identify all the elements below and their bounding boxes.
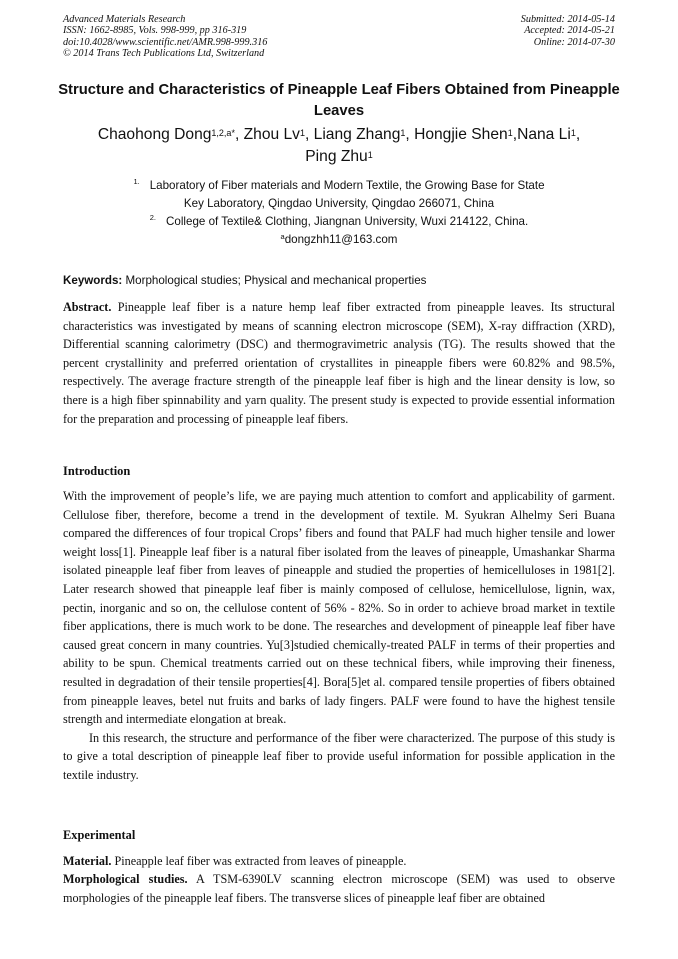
abstract-label: Abstract. — [63, 300, 112, 314]
intro-paragraph-2: In this research, the structure and performance of the fiber were characterized. The purpose of this study is to give a total description of pineapple leaf fiber to provide useful information for possible application in the textile industry. — [63, 730, 615, 782]
issn-line: ISSN: 1662-8985, Vols. 998-999, pp 316-319 — [63, 25, 247, 37]
introduction-heading: Introduction — [63, 464, 131, 478]
author-list — [40, 124, 638, 168]
author: Liang Zhang$^1$, — [313, 126, 415, 143]
author-email: $^a$dongzhh11@163.com — [280, 232, 398, 246]
accepted-date: Accepted: 2014-05-21 — [524, 25, 615, 37]
affiliation-1-line1: $^{1.}$ Laboratory of Fiber materials and Modern Textile, the Growing Base for State — [133, 177, 545, 192]
material-paragraph — [63, 852, 615, 871]
author: Zhou Lv$^1$, — [243, 126, 314, 143]
submitted-date: Submitted: 2014-05-14 — [520, 14, 615, 25]
abstract — [63, 298, 615, 428]
paper-title: Structure and Characteristics of Pineapple Leaf Fibers Obtained from Pineapple Leaves — [58, 82, 620, 119]
intro-paragraph-1: With the improvement of people’s life, we are paying much attention to comfort and applicability of garment. Cellulose fiber, therefore, become a trend in the development of textile. M. Syukran Alhelmy Seri Buana compared the differences of four tropical Crops’ fibers and found that PALF had much higher tensile and lower weight loss[1]. Pineapple leaf fiber is a natural fiber isolated from the leaves of pineapple, Umashankar Sharma isolated pineapple leaf fiber from leaves of pineapple and studied the properties of hemicelluloses in 1981[2]. Later research showed that pineapple leaf fiber is mainly composed of cellulose, hemicellulose, lignin, wax, pectin, inorganic and so on, the cellulose content of 56% - 82%. So in order to achieve broad market in textile fiber applications, there is much work to be done. The researches and development of pineapple leaf fiber have caused great concern in many countries. Yu[3]studied chemically-treated PALF in terms of their properties and ability to be spun. Chemical treatments carried out on these technical fibers, while improving their fineness, resulted in degradation of their tensile properties[4]. Bora[5]et al. compared tensile properties of fibers obtained from pineapple leaves, betel nut fruits and barks of lady fingers. PALF were found to have the highest tensile strength and intermediate elongation at break. — [63, 489, 615, 727]
author: Ping Zhu$^1$ — [305, 148, 373, 165]
affiliations — [40, 177, 638, 249]
journal-header-left — [63, 14, 267, 60]
doi-line: doi:10.4028/www.scientific.net/AMR.998-999.316 — [63, 36, 268, 48]
affiliation-2: $^{2.}$ College of Textile& Clothing, Jiangnan University, Wuxi 214122, China. — [149, 213, 529, 228]
online-date: Online: 2014-07-30 — [533, 36, 615, 48]
morphological-paragraph — [63, 870, 615, 907]
journal-name: Advanced Materials Research — [63, 14, 186, 25]
experimental-heading: Experimental — [63, 828, 136, 842]
material-text: Pineapple leaf fiber was extracted from leaves of pineapple. — [111, 854, 407, 868]
author: Nana Li$^1$, — [517, 126, 581, 143]
introduction-body — [63, 487, 615, 785]
morphological-text: A TSM-6390LV scanning electron microscope (SEM) was used to observe morphologies of the pineapple leaf fibers. The transverse slices of pineapple leaf fiber are obtained — [63, 872, 616, 905]
author: Hongjie Shen$^1$, — [414, 126, 518, 143]
copyright-line: © 2014 Trans Tech Publications Ltd, Switzerland — [63, 48, 265, 60]
morphological-label: Morphological studies. — [63, 872, 188, 886]
affiliation-1-line2: Key Laboratory, Qingdao University, Qingdao 266071, China — [183, 197, 495, 210]
journal-header-right — [521, 14, 615, 48]
keywords — [63, 274, 615, 288]
abstract-text: Pineapple leaf fiber is a nature hemp leaf fiber extracted from pineapple leaves. Its structural characteristics was investigated by means of scanning electron microscope (SEM), X-ray diffraction (XRD), Differential scanning calorimetry (DSC) and thermogravimetric analysis (TG). The results showed that the percent crystallinity and preferred orientation of crystallites in pineapple fibers were 60.82% and 98.5%, respectively. The average fracture strength of the pineapple leaf fiber is high and the linear density is low, so there is a high fiber spinnability and yarn quality. The present study is expected to provide essential information for the preparation and processing of pineapple leaf fibers. — [63, 300, 615, 426]
keywords-label: Keywords: — [63, 274, 123, 287]
material-label: Material. — [63, 854, 112, 868]
author: Chaohong Dong$^{1,2,a*}$, — [97, 126, 244, 143]
keywords-text: Morphological studies; Physical and mechanical properties — [122, 274, 427, 287]
